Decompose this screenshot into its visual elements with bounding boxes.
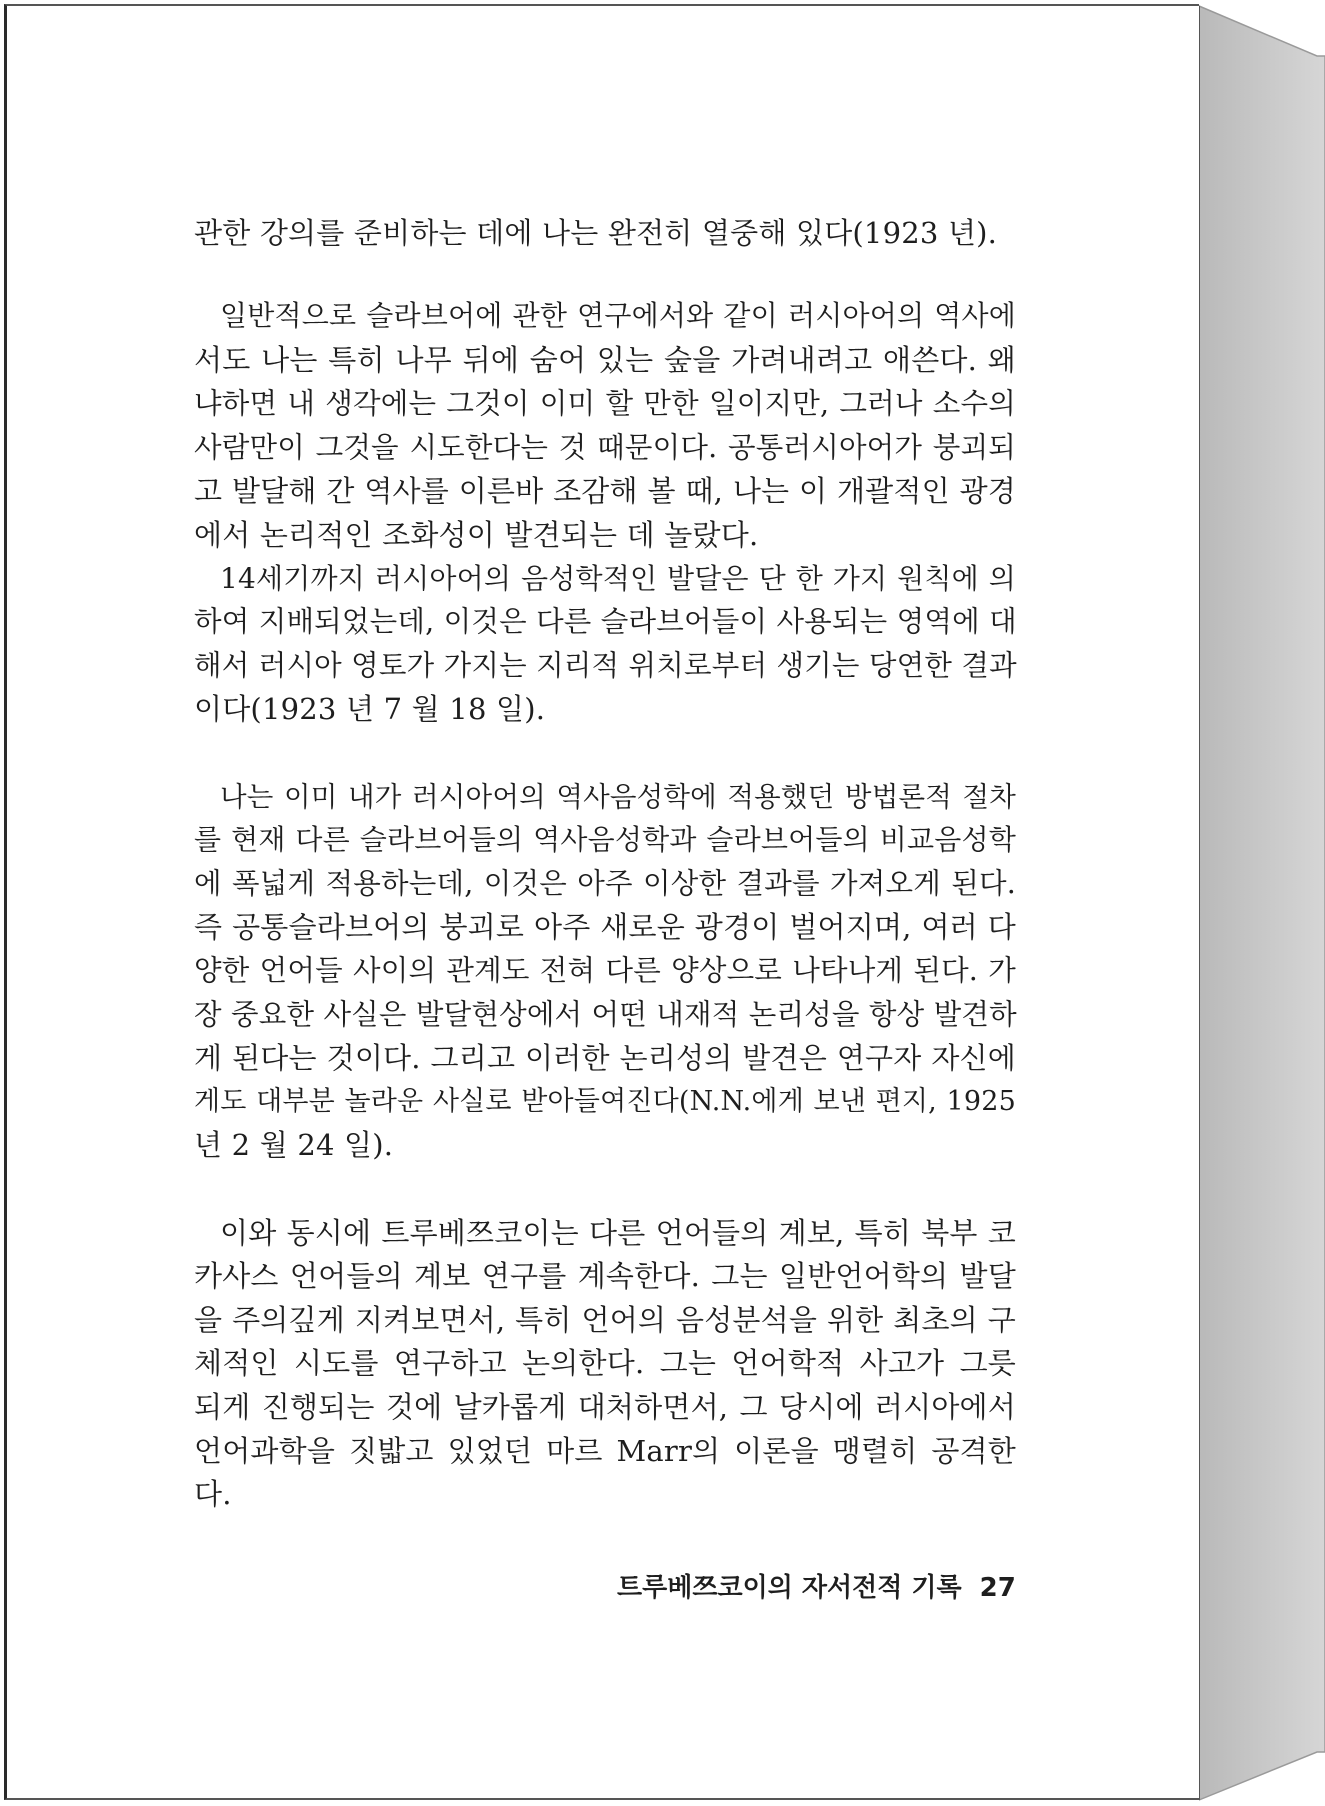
running-title: 트루베쯔코이의 자서전적 기록 [617, 1573, 962, 1603]
text-line: 이다(1923 년 7 월 18 일). [194, 692, 546, 726]
text-line: 고 발달해 간 역사를 이른바 조감해 볼 때, 나는 이 개괄적인 광경 [194, 474, 1016, 508]
text-line: 관한 강의를 준비하는 데에 나는 완전히 열중해 있다(1923 년). [194, 216, 998, 250]
text-line: 다. [194, 1477, 232, 1511]
text-line: 즉 공통슬라브어의 붕괴로 아주 새로운 광경이 벌어지며, 여러 다 [194, 910, 1016, 944]
text-line: 되게 진행되는 것에 날카롭게 대처하면서, 그 당시에 러시아에서 [194, 1390, 1016, 1424]
text-line: 장 중요한 사실은 발달현상에서 어떤 내재적 논리성을 항상 발견하 [194, 998, 1017, 1031]
text-line: 언어과학을 짓밟고 있었던 마르 Marr의 이론을 맹렬히 공격한 [194, 1434, 1016, 1468]
running-footer [617, 1570, 1016, 1606]
text-line: 해서 러시아 영토가 가지는 지리적 위치로부터 생기는 당연한 결과 [194, 649, 1017, 682]
text-line: 하여 지배되었는데, 이것은 다른 슬라브어들이 사용되는 영역에 대 [194, 605, 1017, 638]
text-line: 게도 대부분 놀라운 사실로 받아들여진다(N.N.에게 보낸 편지, 1925 [194, 1086, 1016, 1117]
text-line: 를 현재 다른 슬라브어들의 역사음성학과 슬라브어들의 비교음성학 [194, 823, 1016, 856]
text-line: 게 된다는 것이다. 그리고 이러한 논리성의 발견은 연구자 자신에 [194, 1041, 1016, 1075]
page-number: 27 [979, 1573, 1016, 1603]
text-line: 체적인 시도를 연구하고 논의한다. 그는 언어학적 사고가 그릇 [194, 1346, 1016, 1380]
text-line: 서도 나는 특히 나무 뒤에 숨어 있는 숲을 가려내려고 애쓴다. 왜 [194, 343, 1016, 377]
page-stack-edge [1199, 0, 1325, 1806]
text-line: 양한 언어들 사이의 관계도 전혀 다른 양상으로 나타나게 된다. 가 [194, 954, 1016, 987]
text-line: 이와 동시에 트루베쯔코이는 다른 언어들의 계보, 특히 북부 코 [220, 1216, 1016, 1250]
text-line: 을 주의깊게 지켜보면서, 특히 언어의 음성분석을 위한 최초의 구 [194, 1303, 1016, 1337]
text-line: 나는 이미 내가 러시아어의 역사음성학에 적용했던 방법론적 절차 [220, 781, 1016, 813]
text-line: 냐하면 내 생각에는 그것이 이미 할 만한 일이지만, 그러나 소수의 [194, 387, 1016, 420]
text-line: 사람만이 그것을 시도한다는 것 때문이다. 공통러시아어가 붕괴되 [194, 431, 1016, 464]
text-line: 카사스 언어들의 계보 연구를 계속한다. 그는 일반언어학의 발달 [194, 1259, 1016, 1293]
text-line: 에서 논리적인 조화성이 발견되는 데 놀랐다. [194, 518, 759, 552]
text-line: 14세기까지 러시아어의 음성학적인 발달은 단 한 가지 원칙에 의 [220, 562, 1016, 595]
text-line: 년 2 월 24 일). [194, 1128, 394, 1162]
text-line: 에 폭넓게 적용하는데, 이것은 아주 이상한 결과를 가져오게 된다. [194, 867, 1016, 900]
text-line: 일반적으로 슬라브어에 관한 연구에서와 같이 러시아어의 역사에 [220, 299, 1016, 332]
